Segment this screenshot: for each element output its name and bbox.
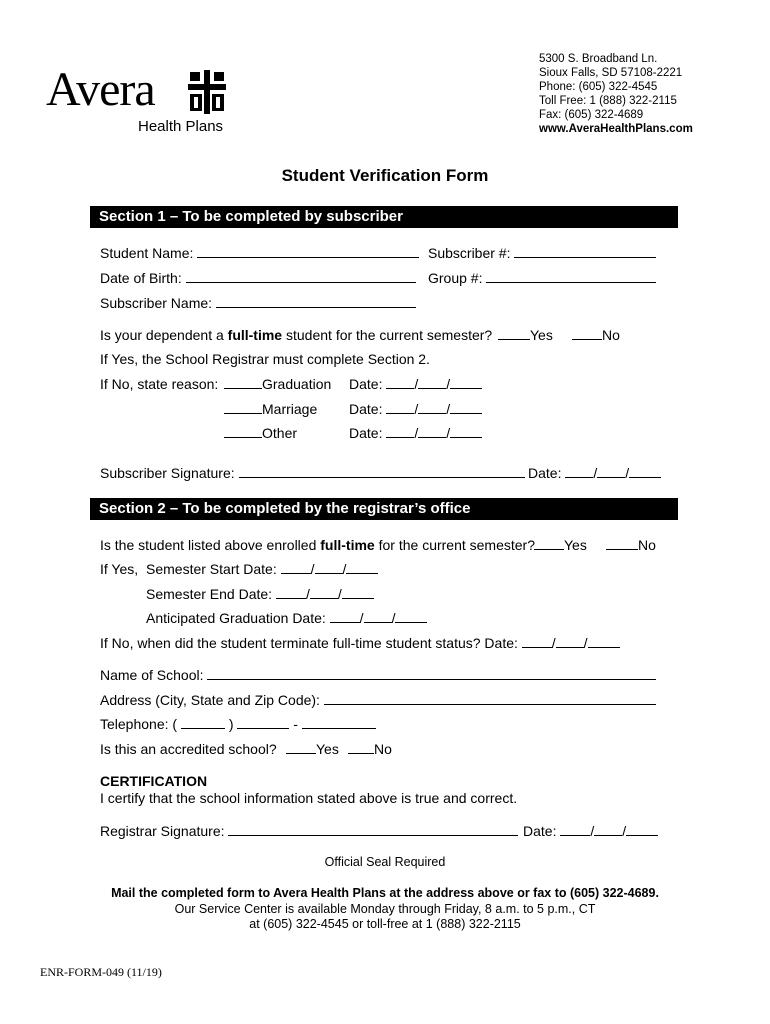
date-year[interactable] bbox=[626, 823, 658, 836]
form-code: ENR-FORM-049 (11/19) bbox=[40, 965, 162, 979]
reason-graduation[interactable] bbox=[224, 376, 331, 392]
section1-heading: Section 1 – To be completed by subscriber bbox=[90, 206, 678, 228]
no-blank[interactable] bbox=[606, 537, 638, 550]
start-date-label: Semester Start Date: bbox=[146, 561, 277, 577]
accredited-no-option[interactable] bbox=[348, 741, 392, 757]
no-label: No bbox=[374, 741, 392, 757]
no-blank[interactable] bbox=[572, 327, 602, 340]
yes-label: Yes bbox=[530, 327, 553, 343]
date-day[interactable] bbox=[556, 635, 584, 648]
terminate-label: If No, when did the student terminate full-time student status? Date: bbox=[100, 635, 518, 651]
accredited-label: Is this an accredited school? bbox=[100, 741, 277, 757]
fulltime-question bbox=[100, 327, 492, 343]
dob-label: Date of Birth: bbox=[100, 270, 182, 286]
student-name-label: Student Name: bbox=[100, 245, 194, 261]
date-day[interactable] bbox=[418, 425, 446, 438]
website-link[interactable]: www.AveraHealthPlans.com bbox=[539, 123, 693, 135]
avera-cross-icon bbox=[186, 70, 228, 114]
school-name-row bbox=[100, 667, 656, 683]
reason-blank[interactable] bbox=[224, 425, 262, 438]
reason-label: Other bbox=[262, 425, 298, 441]
area-code-field[interactable] bbox=[181, 716, 225, 729]
if-yes-text: If Yes, the School Registrar must complete Section 2. bbox=[100, 351, 430, 367]
yes-blank[interactable] bbox=[498, 327, 530, 340]
phone-line: Phone: (605) 322-4545 bbox=[539, 81, 658, 93]
form-title: Student Verification Form bbox=[281, 166, 489, 185]
date-year[interactable] bbox=[629, 465, 661, 478]
graduation-date-row: Anticipated Graduation Date: / / bbox=[146, 610, 427, 626]
date-month[interactable] bbox=[386, 376, 414, 389]
no-blank[interactable] bbox=[348, 741, 374, 754]
no-label: No bbox=[602, 327, 620, 343]
telephone-row: Telephone: ( ) - bbox=[100, 716, 376, 732]
question-text: Is your dependent a bbox=[100, 327, 228, 343]
if-no-label: If No, state reason: bbox=[100, 376, 219, 392]
yes-label: Yes bbox=[564, 537, 587, 553]
date-day[interactable] bbox=[310, 586, 338, 599]
date-year[interactable] bbox=[395, 610, 427, 623]
reason-date-row: Date: / / bbox=[349, 376, 482, 392]
group-num-field[interactable] bbox=[486, 270, 656, 283]
date-label: Date: bbox=[523, 823, 557, 839]
terminate-date-row: If No, when did the student terminate full-time student status? Date: / / bbox=[100, 635, 620, 651]
reason-date-row: Date: / / bbox=[349, 425, 482, 441]
question-emphasis: full-time bbox=[320, 537, 375, 553]
date-month[interactable] bbox=[330, 610, 360, 623]
date-day[interactable] bbox=[597, 465, 625, 478]
subscriber-signature-field[interactable] bbox=[239, 465, 525, 478]
date-month[interactable] bbox=[565, 465, 593, 478]
contact-address-block bbox=[539, 52, 693, 136]
accredited-yes-option[interactable] bbox=[286, 741, 339, 757]
date-day[interactable] bbox=[418, 401, 446, 414]
question-emphasis: full-time bbox=[227, 327, 283, 343]
certification-text: I certify that the school information stated above is true and correct. bbox=[100, 790, 518, 806]
enrolled-no-option[interactable] bbox=[606, 537, 656, 553]
registrar-date-row: Date: / / bbox=[523, 823, 658, 839]
subscriber-name-label: Subscriber Name: bbox=[100, 295, 213, 311]
group-num-row bbox=[428, 270, 656, 286]
question-text: for the current semester? bbox=[374, 537, 536, 553]
date-label: Date: bbox=[349, 425, 383, 441]
reason-other[interactable] bbox=[224, 425, 297, 441]
subscriber-num-row bbox=[428, 245, 656, 261]
date-year[interactable] bbox=[450, 401, 482, 414]
date-day[interactable] bbox=[364, 610, 392, 623]
date-month[interactable] bbox=[560, 823, 590, 836]
date-month[interactable] bbox=[281, 561, 311, 574]
phone-line-field[interactable] bbox=[302, 716, 376, 729]
student-name-field[interactable] bbox=[197, 245, 419, 258]
no-label: No bbox=[638, 537, 656, 553]
mail-instructions: Mail the completed form to Avera Health Plans at the address above or fax to (605) 322-4689. bbox=[111, 886, 659, 900]
registrar-signature-row bbox=[100, 823, 518, 839]
yes-label: Yes bbox=[316, 741, 339, 757]
enrolled-question bbox=[100, 537, 535, 553]
dob-row bbox=[100, 270, 416, 286]
question-text: student for the current semester? bbox=[282, 327, 493, 343]
address-line: Sioux Falls, SD 57108-2221 bbox=[539, 67, 683, 79]
date-month[interactable] bbox=[276, 586, 306, 599]
end-date-label: Semester End Date: bbox=[146, 586, 273, 602]
subscriber-sig-date-row: Date: / / bbox=[528, 465, 661, 481]
yes-blank[interactable] bbox=[534, 537, 564, 550]
date-year[interactable] bbox=[450, 425, 482, 438]
official-seal-note: Official Seal Required bbox=[324, 855, 446, 869]
subscriber-name-row bbox=[100, 295, 416, 311]
section2-heading: Section 2 – To be completed by the registrar’s office bbox=[90, 498, 678, 520]
date-day[interactable] bbox=[315, 561, 343, 574]
subscriber-signature-row bbox=[100, 465, 525, 481]
date-year[interactable] bbox=[342, 586, 374, 599]
date-label: Date: bbox=[349, 376, 383, 392]
semester-end-row: Semester End Date: / / bbox=[146, 586, 374, 602]
phone-prefix-field[interactable] bbox=[237, 716, 289, 729]
subscriber-name-field[interactable] bbox=[216, 295, 416, 308]
date-year[interactable] bbox=[450, 376, 482, 389]
signature-label: Registrar Signature: bbox=[100, 823, 225, 839]
registrar-signature-field[interactable] bbox=[228, 823, 518, 836]
reason-date-row: Date: / / bbox=[349, 401, 482, 417]
school-address-label: Address (City, State and Zip Code): bbox=[100, 692, 320, 708]
school-address-field[interactable] bbox=[324, 692, 656, 705]
semester-start-row: Semester Start Date: / / bbox=[146, 561, 378, 577]
logo-wordmark: Avera bbox=[46, 63, 155, 116]
date-month[interactable] bbox=[522, 635, 552, 648]
date-month[interactable] bbox=[386, 425, 414, 438]
date-year[interactable] bbox=[346, 561, 378, 574]
address-line: 5300 S. Broadband Ln. bbox=[539, 53, 658, 65]
subscriber-num-field[interactable] bbox=[514, 245, 656, 258]
telephone-label: Telephone: ( bbox=[100, 716, 178, 732]
fulltime-yes-option[interactable] bbox=[498, 327, 553, 343]
subscriber-num-label: Subscriber #: bbox=[428, 245, 511, 261]
date-day[interactable] bbox=[594, 823, 622, 836]
if-yes-label: If Yes, bbox=[100, 561, 139, 577]
date-label: Date: bbox=[349, 401, 383, 417]
reason-marriage[interactable] bbox=[224, 401, 317, 417]
school-address-row bbox=[100, 692, 656, 708]
reason-blank[interactable] bbox=[224, 401, 262, 414]
toll-free-line: Toll Free: 1 (888) 322-2115 bbox=[539, 95, 677, 107]
date-month[interactable] bbox=[386, 401, 414, 414]
fax-line: Fax: (605) 322-4689 bbox=[539, 109, 644, 121]
graduation-date-label: Anticipated Graduation Date: bbox=[146, 610, 326, 626]
logo-subtitle: Health Plans bbox=[138, 118, 224, 135]
signature-label: Subscriber Signature: bbox=[100, 465, 235, 481]
group-num-label: Group #: bbox=[428, 270, 483, 286]
date-year[interactable] bbox=[588, 635, 620, 648]
school-name-field[interactable] bbox=[207, 667, 656, 680]
dob-field[interactable] bbox=[186, 270, 416, 283]
fulltime-no-option[interactable] bbox=[572, 327, 620, 343]
date-day[interactable] bbox=[418, 376, 446, 389]
reason-blank[interactable] bbox=[224, 376, 262, 389]
enrolled-yes-option[interactable] bbox=[534, 537, 587, 553]
student-name-row bbox=[100, 245, 419, 261]
accredited-row bbox=[100, 741, 277, 757]
service-hours: Our Service Center is available Monday through Friday, 8 a.m. to 5 p.m., CT bbox=[174, 902, 596, 916]
question-text: Is the student listed above enrolled bbox=[100, 537, 321, 553]
service-phone: at (605) 322-4545 or toll-free at 1 (888) 322-2115 bbox=[249, 917, 521, 931]
date-label: Date: bbox=[528, 465, 562, 481]
reason-label: Marriage bbox=[262, 401, 318, 417]
certification-heading: CERTIFICATION bbox=[100, 773, 208, 789]
reason-label: Graduation bbox=[262, 376, 332, 392]
school-name-label: Name of School: bbox=[100, 667, 204, 683]
yes-blank[interactable] bbox=[286, 741, 316, 754]
